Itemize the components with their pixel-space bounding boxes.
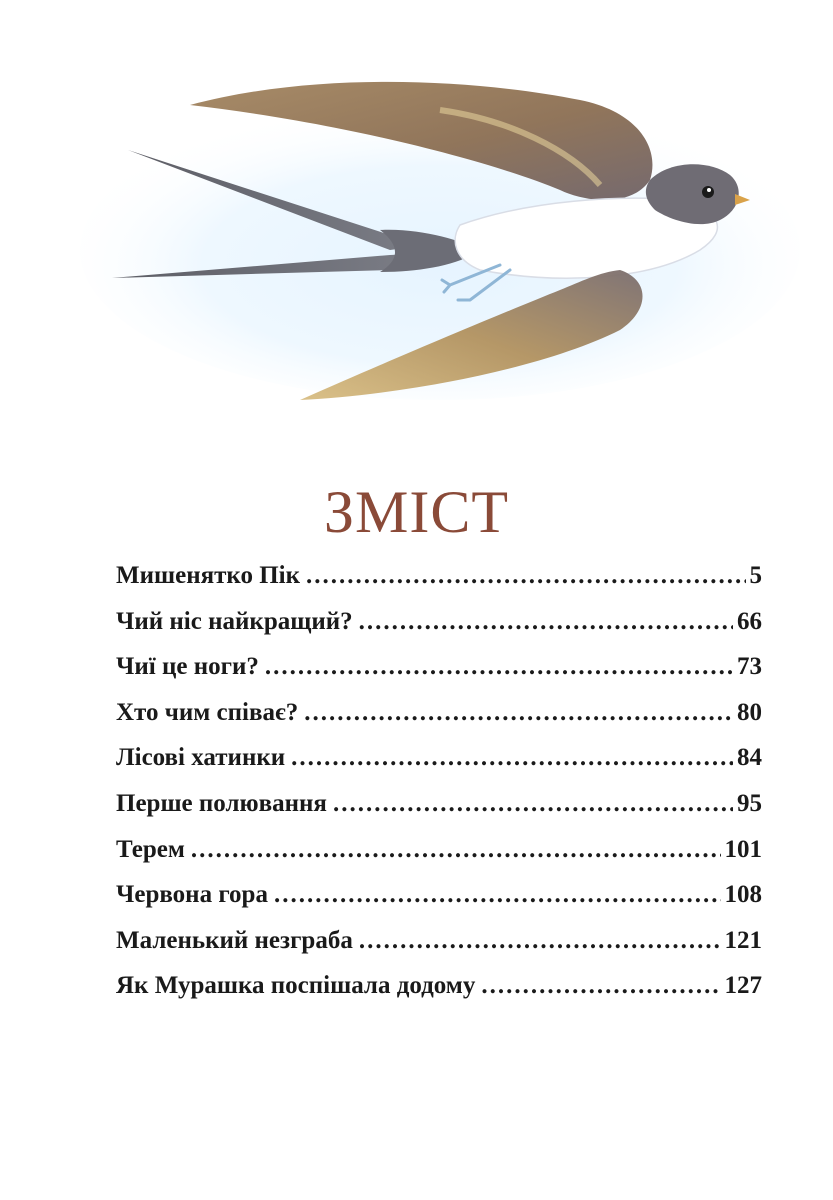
toc-page-number: 5 (749, 562, 762, 589)
toc-page-number: 108 (724, 881, 762, 909)
toc-entry-title: Червона гора (116, 881, 268, 909)
toc-entry-title: Чиї це ноги? (116, 653, 259, 681)
toc-entry[interactable] (116, 699, 762, 745)
toc-entry-title: Лісові хатинки (116, 744, 286, 772)
toc-entry-title: Хто чим співає? (116, 698, 299, 726)
toc-page-number: 121 (724, 926, 762, 954)
toc-entry[interactable] (116, 744, 762, 790)
toc-leader-dots (306, 562, 745, 590)
toc-page-number: 66 (737, 607, 762, 635)
toc-entry[interactable] (116, 653, 762, 699)
toc-entry[interactable] (116, 972, 762, 1018)
toc-page-number: 127 (724, 972, 762, 1000)
toc-list (116, 562, 762, 1018)
toc-entry[interactable] (116, 562, 762, 608)
toc-page-number: 101 (724, 835, 762, 863)
toc-leader-dots (359, 608, 733, 636)
toc-page-number: 73 (737, 653, 762, 681)
toc-leader-dots (481, 972, 720, 1000)
toc-page-number: 80 (737, 698, 762, 726)
toc-entry-title: Маленький незграба (116, 926, 353, 954)
toc-leader-dots (265, 653, 733, 681)
toc-entry-title: Чий ніс найкращий? (116, 607, 353, 635)
toc-entry[interactable] (116, 790, 762, 836)
swallow-illustration (60, 60, 800, 420)
toc-entry-title: Перше полювання (116, 789, 327, 817)
toc-entry-title: Терем (116, 835, 185, 863)
toc-entry[interactable] (116, 836, 762, 882)
toc-entry[interactable] (116, 927, 762, 973)
toc-title: ЗМІСТ (323, 479, 510, 545)
toc-leader-dots (359, 927, 721, 955)
toc-leader-dots (333, 790, 733, 818)
toc-page-number: 95 (737, 789, 762, 817)
swallow-bird-icon (60, 60, 800, 420)
toc-leader-dots (274, 881, 721, 909)
toc-leader-dots (191, 836, 721, 864)
toc-leader-dots (304, 699, 733, 727)
toc-entry-title: Як Мурашка поспішала додому (116, 972, 476, 1000)
toc-leader-dots (291, 744, 733, 772)
toc-entry-title: Мишенятко Пік (116, 562, 301, 589)
toc-entry[interactable] (116, 881, 762, 927)
toc-page-number: 84 (737, 744, 762, 772)
toc-entry[interactable] (116, 608, 762, 654)
